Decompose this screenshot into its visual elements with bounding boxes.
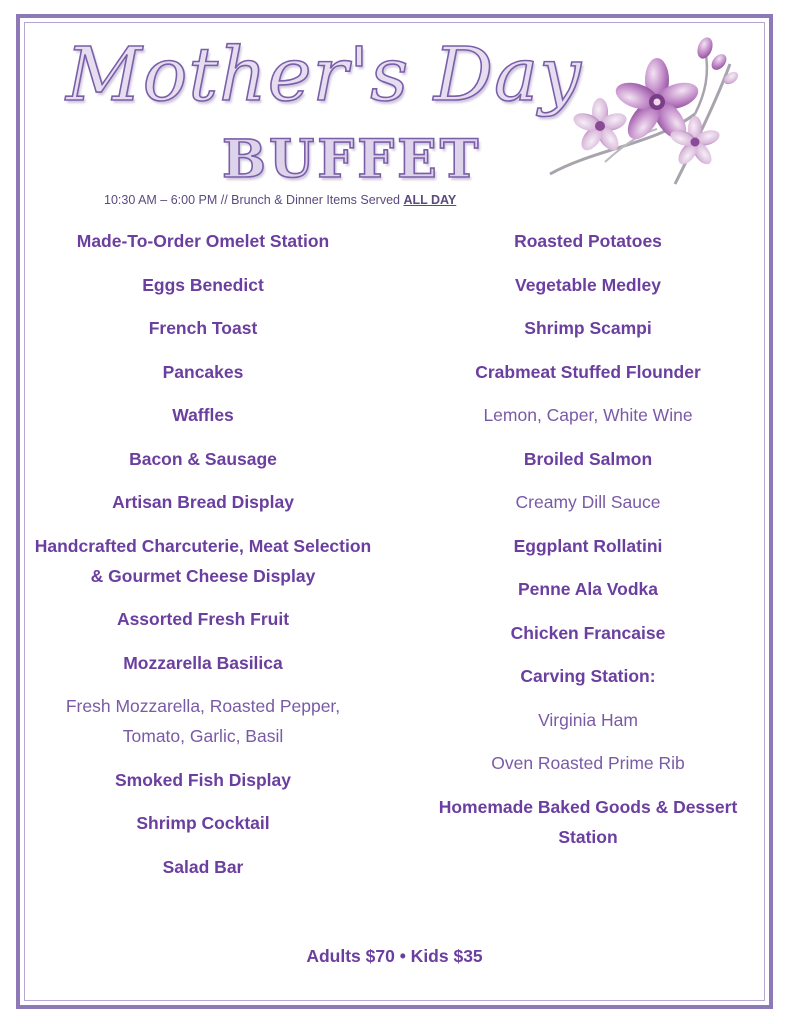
menu-item-description: Creamy Dill Sauce	[515, 492, 661, 512]
hours-text: 10:30 AM – 6:00 PM // Brunch & Dinner Items Served	[104, 193, 400, 207]
menu-item-description: Fresh Mozzarella, Roasted Pepper, Tomato, Garlic, Basil	[65, 696, 341, 746]
hours-emphasis: ALL DAY	[403, 193, 457, 207]
service-hours	[104, 193, 456, 207]
menu-item: Artisan Bread Display	[112, 492, 294, 512]
menu-item: Eggs Benedict	[142, 274, 264, 295]
menu-item: Vegetable Medley	[515, 274, 661, 295]
menu-item: Handcrafted Charcuterie, Meat Selection & Gourmet Cheese Display	[34, 535, 372, 586]
menu-item-description: Lemon, Caper, White Wine	[483, 405, 693, 425]
menu-item: French Toast	[148, 318, 258, 338]
menu-column-left	[33, 226, 373, 895]
menu-item: Broiled Salmon	[523, 448, 653, 469]
menu-item: Assorted Fresh Fruit	[116, 609, 290, 629]
menu-item-description: Oven Roasted Prime Rib	[491, 753, 685, 773]
menu-item: Penne Ala Vodka	[517, 579, 659, 599]
menu-item: Mozzarella Basilica	[123, 652, 283, 673]
title-script: Mother's Day	[66, 32, 582, 118]
menu-item-description: Virginia Ham	[538, 709, 638, 730]
menu-item: Pancakes	[162, 361, 244, 382]
orchid-flowers-icon	[545, 34, 745, 194]
menu-item: Shrimp Scampi	[524, 318, 652, 338]
menu-item: Crabmeat Stuffed Flounder	[475, 361, 701, 382]
menu-item: Homemade Baked Goods & Dessert Station	[438, 796, 738, 847]
menu-item: Chicken Francaise	[510, 622, 666, 643]
menu-item: Salad Bar	[162, 856, 244, 877]
menu-item: Made-To-Order Omelet Station	[76, 231, 330, 251]
menu-item: Roasted Potatoes	[514, 231, 662, 251]
menu-item: Bacon & Sausage	[129, 448, 277, 469]
menu-item: Shrimp Cocktail	[136, 813, 270, 833]
title-buffet: BUFFET	[222, 129, 482, 190]
menu-item: Eggplant Rollatini	[513, 535, 663, 556]
menu-item: Carving Station:	[520, 666, 656, 686]
menu-item: Waffles	[172, 405, 234, 425]
menu-item: Smoked Fish Display	[114, 769, 292, 790]
pricing: Adults $70 • Kids $35	[306, 946, 483, 966]
menu-column-right	[418, 226, 758, 865]
